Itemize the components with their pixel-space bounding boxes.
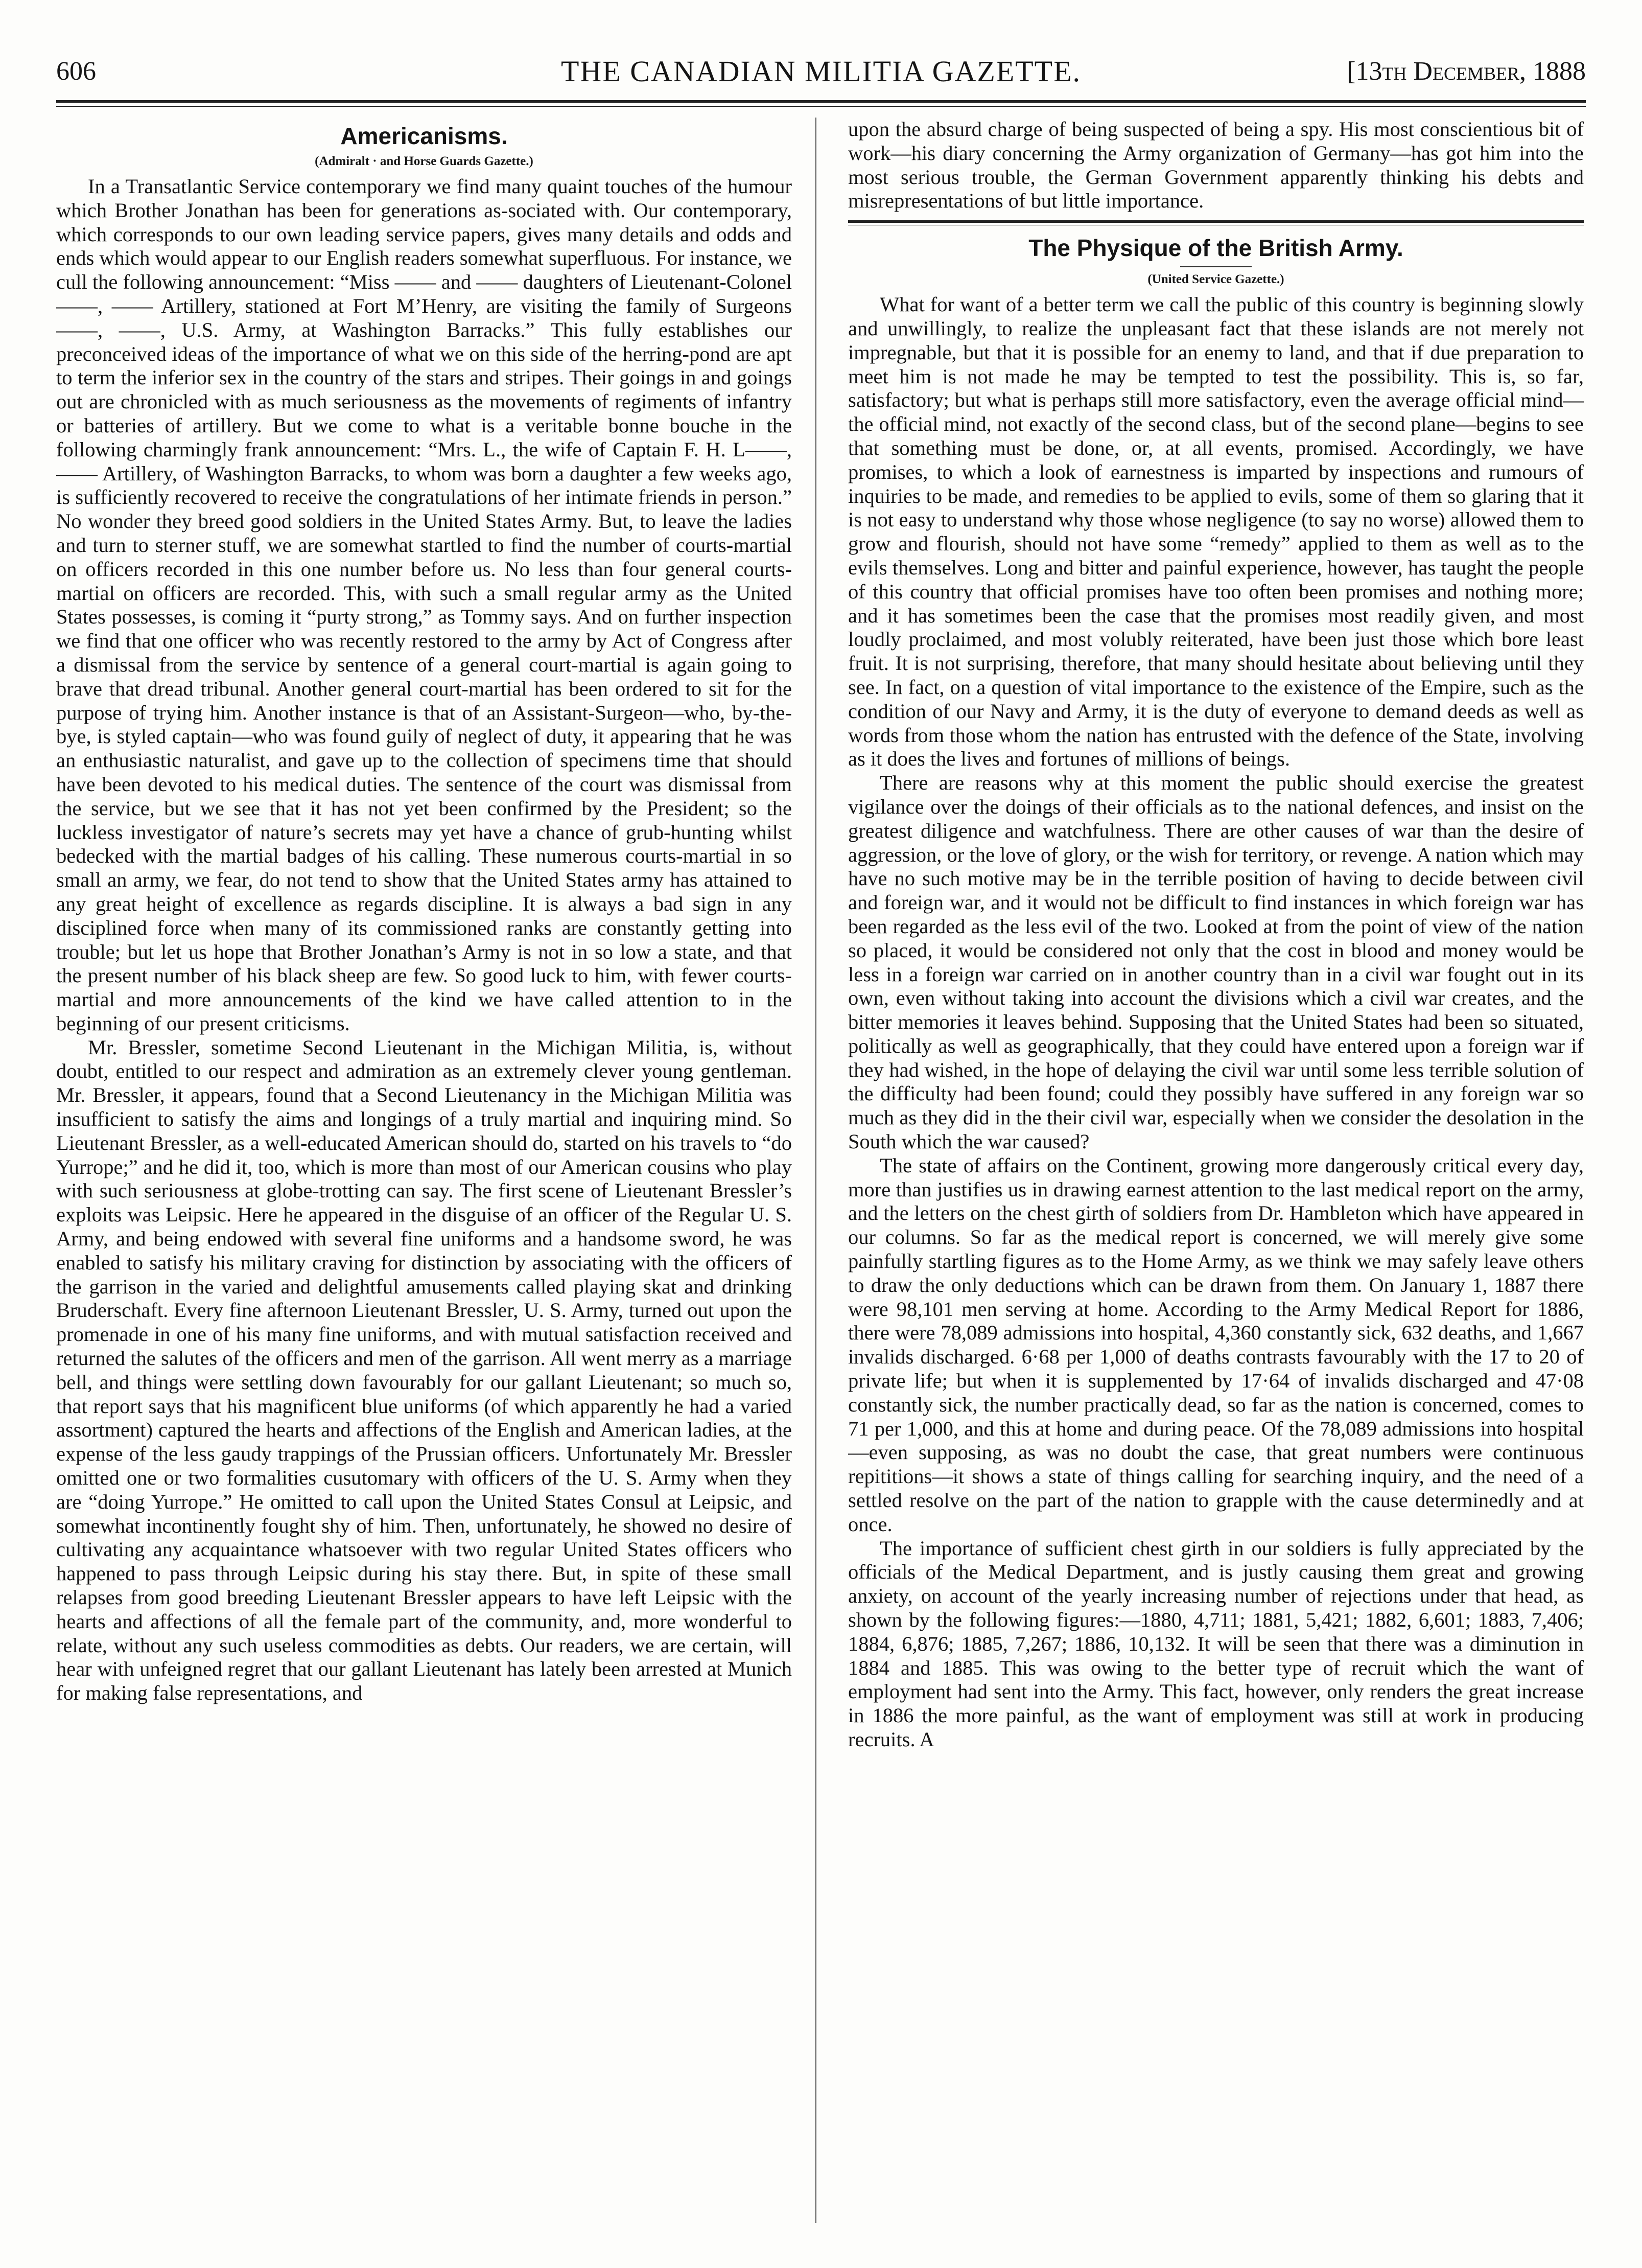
article-paragraph: Mr. Bressler, sometime Second Lieutenant in the Michigan Militia, is, without doubt, entitled to our respect and admiration as an extremely clever young gentleman. Mr. Bressler, it appears, found that a Second Lieutenancy in the Michigan Militia was insufficient to satisfy the aims and longings of a truly martial and inquiring mind. So Lieutenant Bressler, as a well-educated American should do, started on his travels to “do Yurrope;” and he did it, too, which is more than most of our American cousins who play with such seriousness at globe-trotting can say. The first scene of Lieutenant Bressler’s exploits was Leipsic. Here he appeared in the disguise of an officer of the Regular U. S. Army, and being endowed with several fine uniforms and a handsome sword, he was enabled to satisfy his military craving for distinction by associating with the officers of the garrison in the varied and delightful amusements called playing skat and drinking Bruderschaft. Every fine afternoon Lieutenant Bressler, U. S. Army, turned out upon the promenade in one of his many fine uniforms, and with mutual satisfaction received and returned the salutes of the officers and men of the garrison. All went merry as a marriage bell, and things were settling down favourably for our gallant Lieutenant; so much so, that report says that his magnificent blue uniforms (of which apparently he had a varied assortment) captured the hearts and affections of the English and American ladies, at the expense of the less gaudy trappings of the Prussian officers. Unfortunately Mr. Bressler omitted one or two formalities cusutomary with officers of the U. S. Army when they are “doing Yurrope.” He omitted to call upon the United States Consul at Leipsic, and somewhat incontinently fought shy of him. Then, unfortunately, he showed no desire of cultivating any acquaintance whatsoever with two regular United States officers who happened to pass through Leipsic during his stay there. But, in spite of these small relapses from good breeding Lieutenant Bressler appears to have left Leipsic with the hearts and affections of all the female part of the community, and, more wonderful to relate, without any such useless commodities as debts. Our readers, we are certain, will hear with unfeigned regret that our gallant Lieutenant has lately been arrested at Munich for making false representations, and bbox=[56, 1035, 792, 1705]
article-paragraph: What for want of a better term we call the public of this country is beginning slowly and unwillingly, to realize the unpleasant fact that these islands are not merely not impregnable, but that it is possible for an enemy to land, and that if due preparation to meet him is not made he may be tempted to test the possibility. This is, so far, satisfactory; but what is perhaps still more satisfactory, even the average official mind—the official mind, not exactly of the second class, but of the second plane—begins to see that something must be done, or, at all events, promised. Accordingly, we have promises, to which a look of earnestness is imparted by inspections and rumours of inquiries to be made, and remedies to be applied to evils, some of them so glaring that it is not easy to understand why those whose negligence (to say no worse) allowed them to grow and flourish, should not have some “remedy” applied to them as well as to the evils themselves. Long and bitter and painful experience, however, has taught the people of this country that official promises have too often been promises and nothing more; and it has sometimes been the case that the promises most readily given, and most loudly proclaimed, and most volubly reiterated, have been just those which bore least fruit. It is not surprising, therefore, that many should hesitate about believing until they see. In fact, on a question of vital importance to the existence of the Empire, such as the condition of our Navy and Army, it is the duty of everyone to demand deeds as well as words from those whom the nation has entrusted with the defence of the State, involving as it does the lives and fortunes of millions of beings. bbox=[848, 293, 1584, 771]
article-continuation: upon the absurd charge of being suspected of being a spy. His most conscientious bit of work—his diary concerning the Army organization of Germany—has got him into the most serious trouble, the German Government apparently thinking his debts and misrepresentations of but little importance. bbox=[848, 118, 1584, 213]
article-paragraph: There are reasons why at this moment the public should exercise the greatest vigilance over the doings of their officials as to the national defences, and insist on the greatest diligence and watchfulness. There are other causes of war than the desire of aggression, or the love of glory, or the wish for territory, or revenge. A nation which may have no such motive may be in the terrible position of having to decide between civil and foreign war, and it would not be difficult to find instances in which foreign war has been regarded as the less evil of the two. Looked at from the point of view of the nation so placed, it would be considered not only that the cost in blood and money would be less in a foreign war carried on in another country than in a civil war fought out in its own, even without taking into account the divisions which a civil war creates, and the bitter memories it leaves behind. Supposing that the United States had been so situated, politically as well as geographically, that they could have entered upon a foreign war if they had wished, in the hope of delaying the civil war until some less terrible solution of the difficulty had been found; could they possibly have suffered in any foreign war so much as they did in the their civil war, especially when we consider the desolation in the South which the war caused? bbox=[848, 771, 1584, 1153]
issue-date: [13th December, 1888 bbox=[1347, 57, 1586, 86]
article-paragraph: The state of affairs on the Continent, growing more dangerously critical every day, more than justifies us in drawing earnest attention to the last medical report on the army, and the letters on the chest girth of soldiers from Dr. Hambleton which have appeared in our columns. So far as the medical report is concerned, we will merely give some painfully startling figures as to the Home Army, as we think we may safely leave others to draw the only deductions which can be drawn from them. On January 1, 1887 there were 98,101 men serving at home. According to the Army Medical Report for 1886, there were 78,089 admissions into hospital, 4,360 constantly sick, 632 deaths, and 1,667 invalids discharged. 6·68 per 1,000 of deaths contrasts favourably with the 17 to 20 of private life; but when it is supplemented by 17·64 of invalids discharged and 47·08 constantly sick, the number practically dead, so far as the nation is concerned, comes to 71 per 1,000, and this at home and during peace. Of the 78,089 admissions into hospital—even supposing, as was no doubt the case, that great numbers were continuous repititions—it shows a state of things calling for searching inquiry, and the need of a settled resolve on the part of the nation to grapple with the cause determinedly and at once. bbox=[848, 1153, 1584, 1536]
article-paragraph: In a Transatlantic Service contemporary we find many quaint touches of the humour which Brother Jonathan has been for generations as-sociated with. Our contemporary, which corresponds to our own leading service papers, gives many details and odds and ends which would appear to our English readers somewhat superfluous. For instance, we cull the following announcement: “Miss —— and —— daughters of Lieutenant-Colonel ——, —— Artillery, stationed at Fort M’Henry, are visiting the family of Surgeons ——, ——, U.S. Army, at Washington Barracks.” This fully establishes our preconceived ideas of the importance of what we on this side of the herring-pond are apt to term the inferior sex in the country of the stars and stripes. Their goings in and goings out are chronicled with as much seriousness as the movements of regiments of infantry or batteries of artillery. But we come to what is a veritable bonne bouche in the following charmingly frank announcement: “Mrs. L., the wife of Captain F. H. L——, —— Artillery, of Washington Barracks, to whom was born a daughter a few weeks ago, is sufficiently recovered to receive the congratulations of her intimate friends in person.” No wonder they breed good soldiers in the United States Army. But, to leave the ladies and turn to sterner stuff, we are somewhat startled to find the number of courts-martial on officers recorded in this one number before us. No less than four general courts-martial on officers are recorded. This, with such a small regular army as the United States possesses, is coming it “purty strong,” as Tommy says. And on further inspection we find that one officer who was recently restored to the army by Act of Congress after a dismissal from the service by sentence of a general court-martial is again going to brave that dread tribunal. Another general court-martial has been ordered to sit for the purpose of trying him. Another instance is that of an Assistant-Surgeon—who, by-the-bye, is styled captain—who was found guily of neglect of duty, it appearing that he was an enthusiastic naturalist, and gave up to the collection of specimens time that should have been devoted to his medical duties. The sentence of the court was dismissal from the service, but we see that it has not yet been confirmed by the President; so the luckless investigator of nature’s secrets may yet have a chance of grub-hunting whilst bedecked with the martial badges of his calling. These numerous courts-martial in so small an army, we fear, do not tend to show that the United States army has attained to any great height of excellence as regards discipline. It is always a bad sign in any disciplined force when many of its commissioned ranks are constantly getting into trouble; but let us hope that Brother Jonathan’s Army is not in so low a state, and that the present number of his black sheep are few. So good luck to him, with fewer courts-martial and more announcements of the kind we have called attention to in the beginning of our present criticisms. bbox=[56, 175, 792, 1035]
column-divider bbox=[815, 118, 816, 2223]
article-title-americanisms: Americanisms. bbox=[340, 123, 508, 149]
article-source-americanisms: (Admiralt · and Horse Guards Gazette.) bbox=[315, 154, 533, 168]
header-rule bbox=[56, 100, 1586, 107]
title-rule bbox=[1180, 266, 1252, 267]
article-title-physique: The Physique of the British Army. bbox=[1028, 235, 1403, 262]
running-head bbox=[56, 51, 1586, 92]
page-number: 606 bbox=[56, 57, 96, 86]
left-column bbox=[56, 118, 792, 2238]
journal-title: THE CANADIAN MILITIA GAZETTE. bbox=[560, 55, 1082, 88]
article-paragraph: The importance of sufficient chest girth in our soldiers is fully appreciated by the officials of the Medical Department, and is justly causing them great and growing anxiety, on account of the yearly increasing number of rejections under that head, as shown by the following figures:—1880, 4,711; 1881, 5,421; 1882, 6,601; 1883, 7,406; 1884, 6,876; 1885, 7,267; 1886, 10,132. It will be seen that there was a diminution in 1884 and 1885. This was owing to the better type of recruit which the want of employment had sent into the Army. This fact, however, only renders the great increase in 1886 the more painful, as the want of employment was still at work in producing recruits. A bbox=[848, 1536, 1584, 1751]
article-source-physique: (United Service Gazette.) bbox=[1147, 272, 1284, 287]
section-rule bbox=[848, 220, 1584, 225]
right-column bbox=[848, 118, 1584, 2238]
